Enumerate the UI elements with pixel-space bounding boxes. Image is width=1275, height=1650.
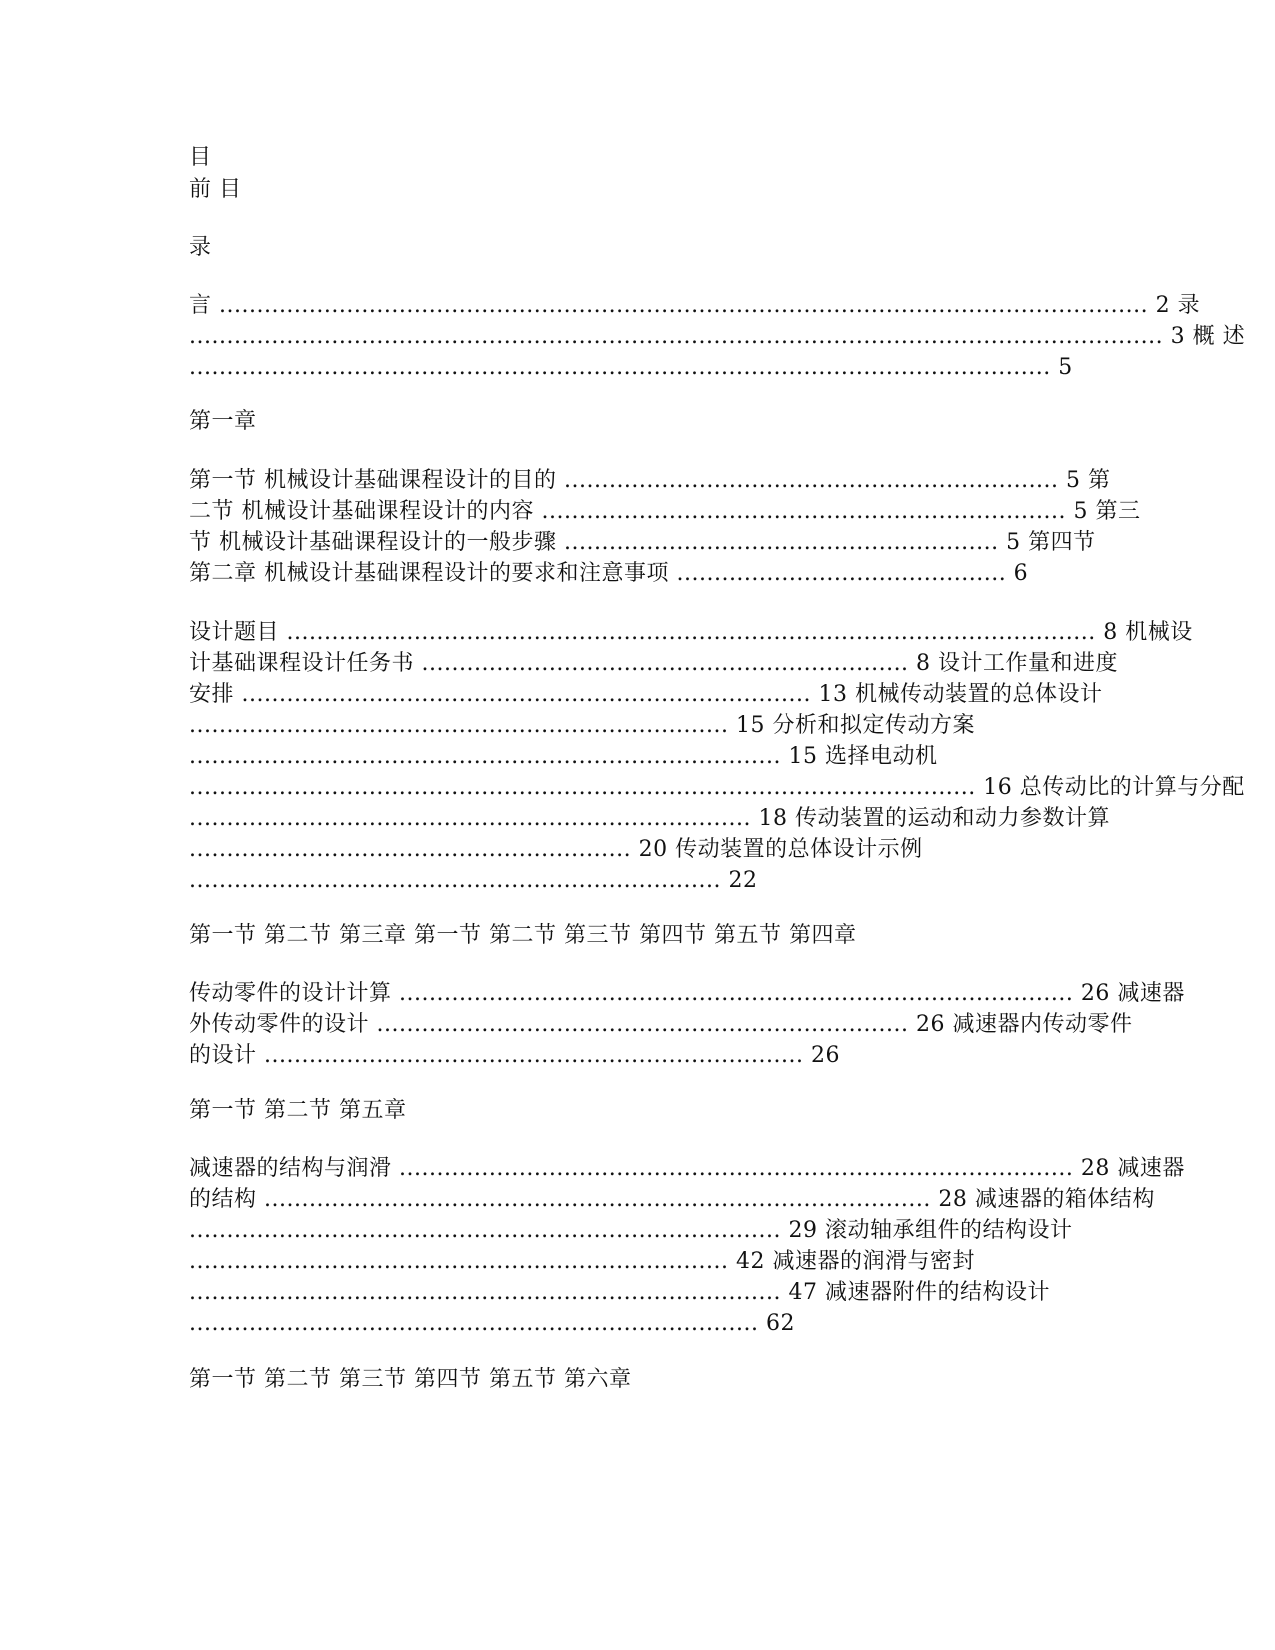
toc-line: ........................................................................... 18 传动装置的运动和动力参数计算 bbox=[189, 806, 1110, 831]
toc-line: ............................................................................... 15 选择电动机 bbox=[189, 744, 938, 769]
toc-line: 的设计 ........................................................................ 26 bbox=[189, 1043, 840, 1068]
toc-line: 外传动零件的设计 ....................................................................... 26 减速器内传动零件 bbox=[189, 1012, 1133, 1037]
toc-line: 前 目 bbox=[189, 177, 242, 202]
toc-line: ............................................................................... 29 滚动轴承组件的结构设计 bbox=[189, 1218, 1073, 1243]
toc-line: 安排 ............................................................................ 13 机械传动装置的总体设计 bbox=[189, 682, 1103, 707]
section-heading-row: 第一节 第二节 第三章 第一节 第二节 第三节 第四节 第五节 第四章 bbox=[189, 923, 857, 948]
toc-line: 传动零件的设计计算 .......................................................................................... 26 减速器 bbox=[189, 981, 1185, 1006]
toc-line: .................................................................................................................................. 3 概 述 bbox=[189, 324, 1246, 349]
toc-line: ........................................................... 20 传动装置的总体设计示例 bbox=[189, 837, 923, 862]
toc-line: 的结构 ......................................................................................... 28 减速器的箱体结构 bbox=[189, 1187, 1155, 1212]
section-heading-row: 第一节 第二节 第三节 第四节 第五节 第六章 bbox=[189, 1367, 632, 1392]
toc-line: 第一节 机械设计基础课程设计的目的 .................................................................. 5 第 bbox=[189, 468, 1111, 493]
toc-line: 计基础课程设计任务书 ................................................................. 8 设计工作量和进度 bbox=[189, 651, 1119, 676]
toc-line: ....................................................................... 22 bbox=[189, 868, 758, 893]
toc-line: ............................................................................... 47 减速器附件的结构设计 bbox=[189, 1280, 1050, 1305]
toc-line: 录 bbox=[189, 235, 212, 260]
toc-line: 第二章 机械设计基础课程设计的要求和注意事项 ............................................ 6 bbox=[189, 561, 1029, 586]
toc-line: ............................................................................ 62 bbox=[189, 1311, 795, 1336]
toc-line: 言 ............................................................................................................................ 2 录 bbox=[189, 293, 1201, 318]
toc-line: 二节 机械设计基础课程设计的内容 ...................................................................... 5 第三 bbox=[189, 499, 1141, 524]
toc-line: 设计题目 ............................................................................................................ 8 机械设 bbox=[189, 620, 1193, 645]
toc-line: ........................................................................ 42 减速器的润滑与密封 bbox=[189, 1249, 975, 1274]
section-heading-row: 第一节 第二节 第五章 bbox=[189, 1098, 407, 1123]
toc-line: ........................................................................ 15 分析和拟定传动方案 bbox=[189, 713, 975, 738]
chapter-heading: 第一章 bbox=[189, 409, 257, 434]
toc-line: 目 bbox=[189, 145, 212, 170]
toc-line: 减速器的结构与润滑 .......................................................................................... 28 减速器 bbox=[189, 1156, 1185, 1181]
toc-line: ................................................................................................................... 5 bbox=[189, 355, 1073, 380]
toc-line: ......................................................................................................... 16 总传动比的计算与分配 bbox=[189, 775, 1245, 800]
toc-line: 节 机械设计基础课程设计的一般步骤 .......................................................... 5 第四节 bbox=[189, 530, 1096, 555]
